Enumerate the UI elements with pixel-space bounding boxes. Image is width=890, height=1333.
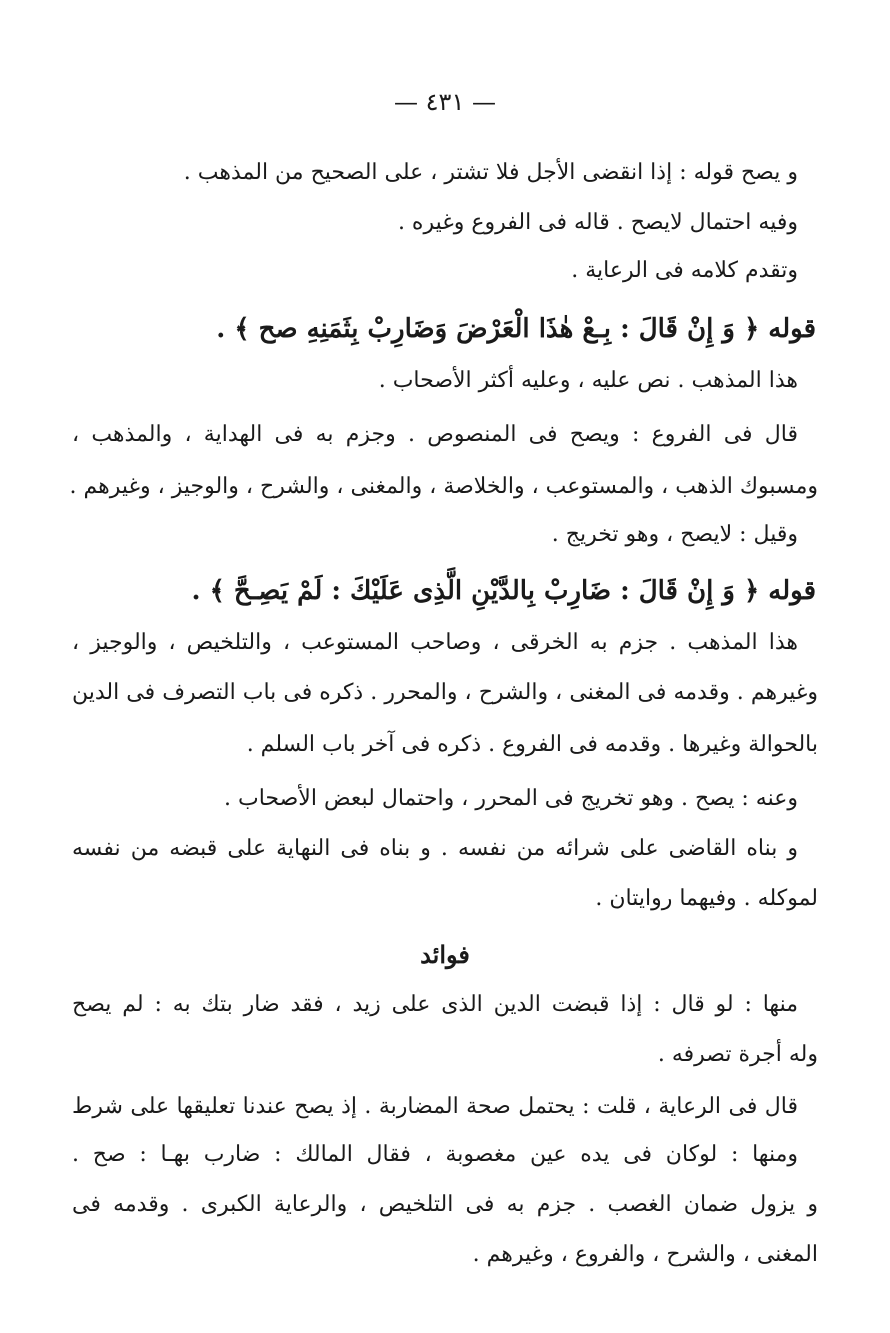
- text-line: وقيل : لايصح ، وهو تخريج .: [551, 522, 798, 547]
- text-line: وغيرهم . وقدمه فى المغنى ، والشرح ، والمحرر . ذكره فى باب التصرف فى الدين: [72, 680, 818, 705]
- text-line: منها : لو قال : إذا قبضت الدين الذى على زيد ، فقد ضار بتك به : لم يصح: [72, 992, 798, 1017]
- text-line: وله أجرة تصرفه .: [657, 1042, 818, 1067]
- text-line: لموكله . وفيهما روايتان .: [595, 886, 818, 911]
- quoted-text: قوله ﴿ وَ إِنْ قَالَ : بِـعْ هٰذَا الْعَرْضَ وَضَارِبْ بِثَمَنِهِ صح ﴾ .: [216, 314, 816, 344]
- text-line: ومنها : لوكان فى يده عين مغصوبة ، فقال المالك : ضارب بهـا : صح .: [72, 1142, 798, 1167]
- section-heading: فوائد: [420, 940, 470, 969]
- text-line: و يصح قوله : إذا انقضى الأجل فلا تشتر ، على الصحيح من المذهب .: [183, 160, 798, 185]
- quoted-heading-line: [70, 574, 816, 608]
- quoted-heading-line: [70, 312, 816, 346]
- quoted-text: قوله ﴿ وَ إِنْ قَالَ : ضَارِبْ بِالدَّيْنِ الَّذِى عَلَيْكَ : لَمْ يَصِـحَّ ﴾ .: [191, 576, 816, 606]
- text-line: و بناه القاضى على شرائه من نفسه . و بناه فى النهاية على قبضه من نفسه: [72, 836, 798, 861]
- text-line: قال فى الرعاية ، قلت : يحتمل صحة المضاربة . إذ يصح عندنا تعليقها على شرط: [72, 1094, 798, 1119]
- text-line: وتقدم كلامه فى الرعاية .: [571, 258, 798, 283]
- text-line: وفيه احتمال لايصح . قاله فى الفروع وغيره .: [397, 210, 798, 235]
- text-line: المغنى ، والشرح ، والفروع ، وغيرهم .: [472, 1242, 818, 1267]
- text-line: و يزول ضمان الغصب . جزم به فى التلخيص ، والرعاية الكبرى . وقدمه فى: [72, 1192, 818, 1217]
- text-line: بالحوالة وغيرها . وقدمه فى الفروع . ذكره فى آخر باب السلم .: [246, 732, 818, 757]
- text-line: ومسبوك الذهب ، والمستوعب ، والخلاصة ، والمغنى ، والشرح ، والوجيز ، وغيرهم .: [69, 474, 818, 499]
- page-number: — ٤٣١ —: [394, 88, 496, 116]
- text-line: هذا المذهب . جزم به الخرقى ، وصاحب المستوعب ، والتلخيص ، والوجيز ،: [72, 630, 798, 655]
- text-line: قال فى الفروع : ويصح فى المنصوص . وجزم به فى الهداية ، والمذهب ،: [72, 422, 798, 447]
- text-line: وعنه : يصح . وهو تخريج فى المحرر ، واحتمال لبعض الأصحاب .: [224, 786, 798, 811]
- text-line: هذا المذهب . نص عليه ، وعليه أكثر الأصحاب .: [378, 368, 798, 393]
